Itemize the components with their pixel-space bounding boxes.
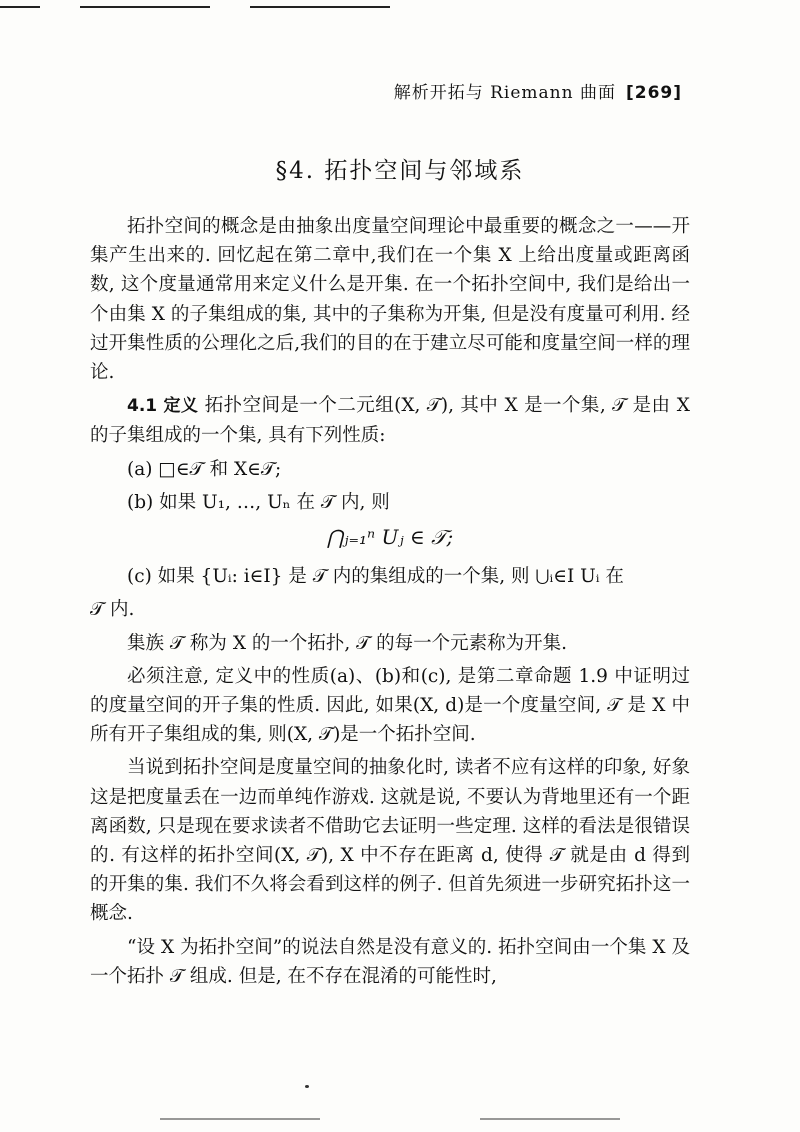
definition-paragraph (90, 391, 690, 450)
scan-border-line (0, 6, 40, 8)
scan-border-line (80, 6, 210, 8)
page-body (90, 212, 690, 995)
scan-speck (305, 1085, 309, 1088)
definition-label: 4.1 定义 (127, 396, 199, 417)
paragraph-intro: 拓扑空间的概念是由抽象出度量空间理论中最重要的概念之一——开集产生出来的. 回忆起在第二章中,我们在一个集 X 上给出度量或距离函数, 这个度量通常用来定义什么是开集. 在一个拓扑空间中, 我们是给出一个由集 X 的子集组成的集, 其中的子集称为开集, 但是没有度量可利用. 经过开集性质的公理化之后,我们的目的在于建立尽可能和度量空间一样的理论. (90, 216, 690, 384)
paragraph-notation: “设 X 为拓扑空间”的说法自然是没有意义的. 拓扑空间由一个集 X 及一个拓扑 𝒯 组成. 但是, 在不存在混淆的可能性时, (90, 936, 690, 987)
scan-border-line (250, 6, 390, 8)
paragraph-metric-note: 必须注意, 定义中的性质(a)、(b)和(c), 是第二章命题 1.9 中证明过的度量空间的开子集的性质. 因此, 如果(X, d)是一个度量空间, 𝒯 是 X 中所有开子集组成的集, 则(X, 𝒯)是一个拓扑空间. (90, 665, 690, 746)
property-c-continued: 𝒯 内. (90, 599, 135, 621)
paragraph-topology-def: 集族 𝒯 称为 X 的一个拓扑, 𝒯 的每一个元素称为开集. (127, 632, 568, 654)
paragraph-abstraction: 当说到拓扑空间是度量空间的抽象化时, 读者不应有这样的印象, 好象这是把度量丢在一边而单纯作游戏. 这就是说, 不要认为背地里还有一个距离函数, 只是现在要求读者不借助它去证明一些定理. 这样的看法是很错误的. 有这样的拓扑空间(X, 𝒯), X 中不存在距离 d, 使得 𝒯 就是由 d 得到的开集的集. 我们不久将会看到这样的例子. 但首先须进一步研究拓扑这一概念. (90, 757, 690, 925)
page-number: [269] (625, 83, 682, 103)
running-title: 解析开拓与 Riemann 曲面 (393, 83, 616, 103)
running-head (394, 78, 682, 103)
property-b: (b) 如果 U₁, …, Uₙ 在 𝒯 内, 则 (127, 491, 390, 513)
intersection-formula: ⋂ⱼ₌₁ⁿ Uⱼ ∈ 𝒯; (326, 525, 454, 550)
section-title: §4. 拓扑空间与邻域系 (275, 158, 525, 184)
property-a: (a) □∈𝒯 和 X∈𝒯; (127, 458, 282, 480)
property-c: (c) 如果 {Uᵢ: i∈I} 是 𝒯 内的集组成的一个集, 则 ⋃ᵢ∈I Uᵢ 在 (127, 566, 624, 588)
scan-noise (160, 1118, 320, 1120)
scan-noise (480, 1118, 620, 1120)
definition-text: 拓扑空间是一个二元组(X, 𝒯), 其中 X 是一个集, 𝒯 是由 X 的子集组成的一个集, 具有下列性质: (90, 395, 690, 447)
